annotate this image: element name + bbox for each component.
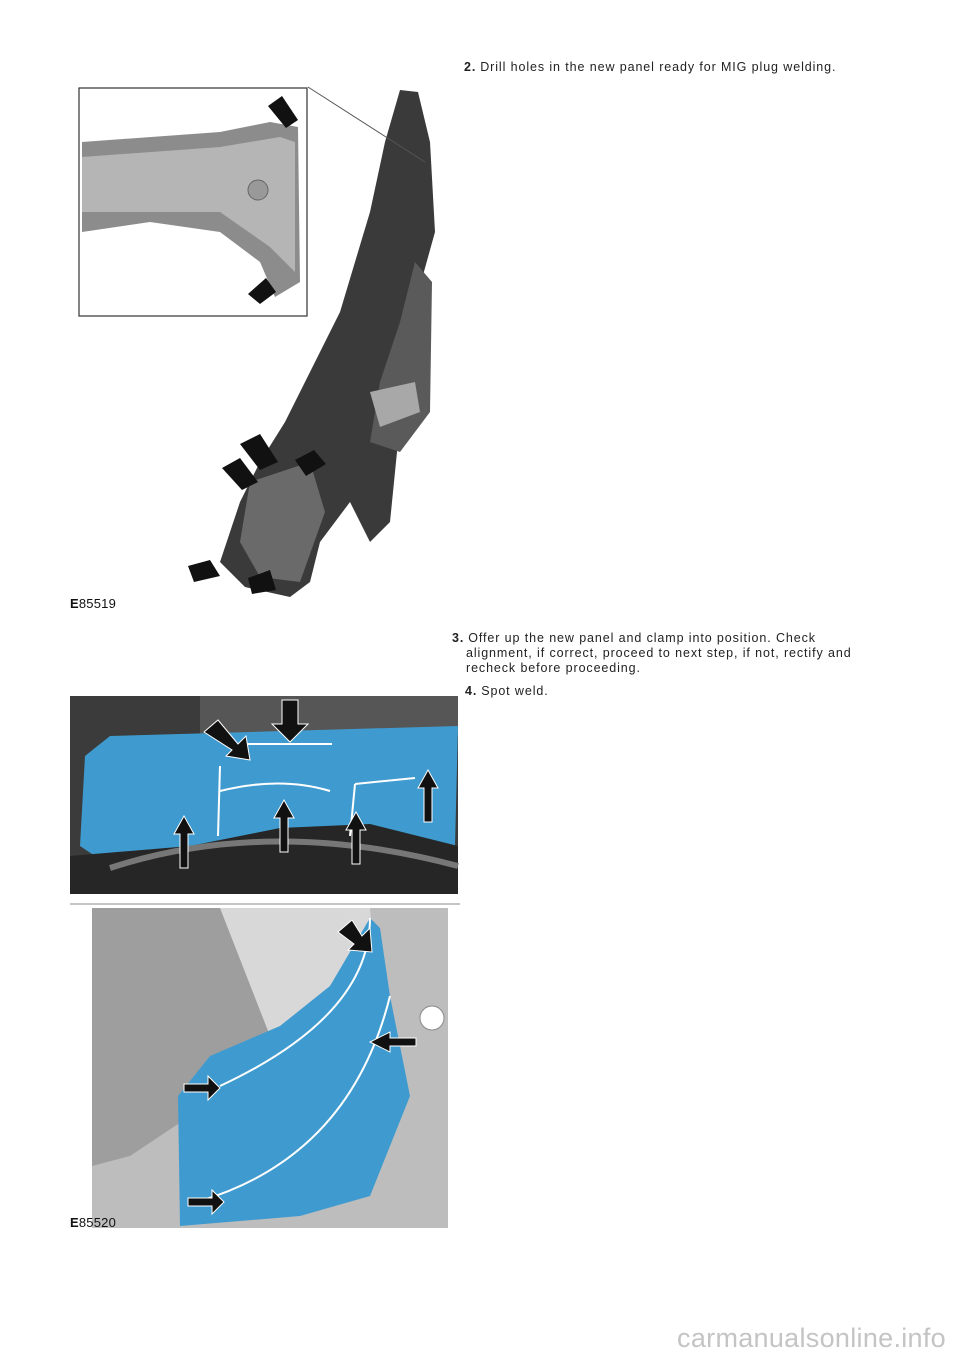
- inset-hole: [248, 180, 268, 200]
- figure-e85519-illustration: [70, 82, 460, 602]
- figure-prefix: E: [70, 1215, 79, 1230]
- step-text-line: alignment, if correct, proceed to next step, if not, rectify and: [466, 646, 852, 660]
- step-number: 4.: [465, 684, 478, 698]
- step-text: Spot weld.: [481, 684, 549, 698]
- step-text-line: Offer up the new panel and clamp into position. Check: [468, 631, 816, 645]
- step-2: [464, 60, 836, 75]
- step-number: 3.: [452, 631, 465, 645]
- figure-prefix: E: [70, 596, 79, 611]
- figure-e85520-illustration: [70, 696, 460, 1228]
- step-4: [465, 684, 549, 699]
- figure-number: 85519: [78, 596, 117, 611]
- step-text: Drill holes in the new panel ready for MIG plug welding.: [480, 60, 837, 74]
- figure-number: 85520: [78, 1215, 117, 1230]
- watermark: carmanualsonline.info: [677, 1323, 946, 1353]
- arrow-icon: [188, 560, 220, 582]
- step-text-line: recheck before proceeding.: [466, 661, 641, 675]
- mount-hole: [420, 1006, 444, 1030]
- step-3: [452, 631, 852, 676]
- figure-label-e85520: [70, 1215, 116, 1230]
- figure-label-e85519: [70, 596, 116, 611]
- step-number: 2.: [464, 60, 477, 74]
